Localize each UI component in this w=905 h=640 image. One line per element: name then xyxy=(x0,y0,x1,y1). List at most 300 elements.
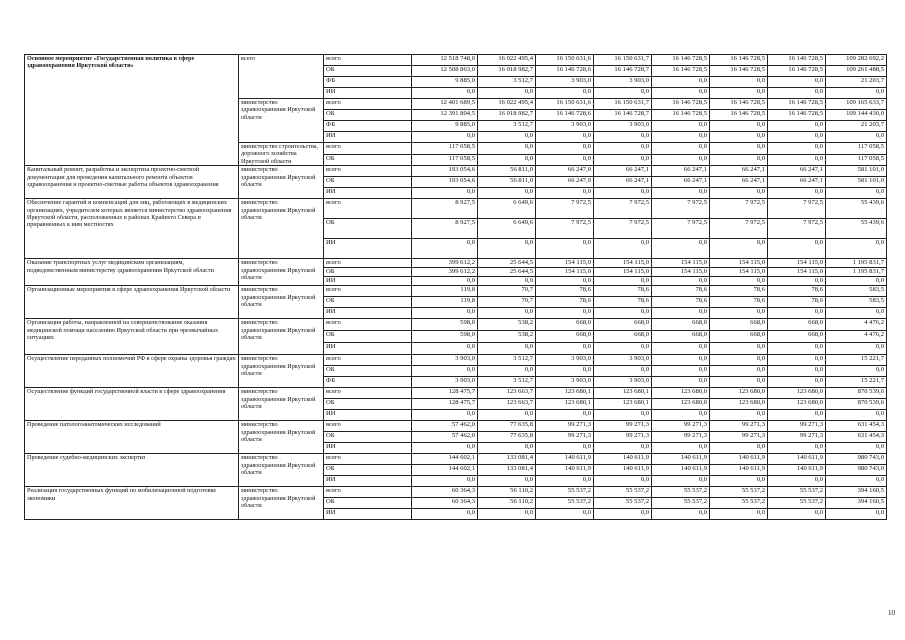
executor-cell: министерство здравоохранения Иркутской области xyxy=(239,454,324,487)
total-value-cell: 55 439,6 xyxy=(826,219,887,239)
year-value-cell: 16 150 631,6 xyxy=(536,55,594,66)
funding-source-cell: ОБ xyxy=(324,268,412,277)
year-value-cell: 0,0 xyxy=(768,154,826,166)
year-value-cell: 0,0 xyxy=(412,132,478,143)
year-value-cell: 0,0 xyxy=(478,343,536,355)
funding-source-cell: ОБ xyxy=(324,219,412,239)
year-value-cell: 0,0 xyxy=(594,308,652,319)
year-value-cell: 538,2 xyxy=(478,331,536,343)
year-value-cell: 66 247,1 xyxy=(594,166,652,177)
year-value-cell: 3 903,0 xyxy=(536,121,594,132)
total-value-cell: 631 454,3 xyxy=(826,432,887,443)
total-value-cell: 583,5 xyxy=(826,286,887,297)
year-value-cell: 12 401 689,5 xyxy=(412,99,478,110)
year-value-cell: 55 537,2 xyxy=(768,498,826,509)
total-value-cell: 117 058,5 xyxy=(826,143,887,155)
year-value-cell: 99 271,3 xyxy=(652,432,710,443)
year-value-cell: 3 903,0 xyxy=(594,377,652,388)
year-value-cell: 16 150 631,7 xyxy=(594,99,652,110)
funding-source-cell: ИИ xyxy=(324,443,412,454)
year-value-cell: 3 903,0 xyxy=(412,355,478,366)
year-value-cell: 154 115,0 xyxy=(594,259,652,268)
funding-source-cell: всего xyxy=(324,319,412,331)
year-value-cell: 56 110,2 xyxy=(478,498,536,509)
year-value-cell: 99 271,3 xyxy=(536,432,594,443)
year-value-cell: 16 146 728,5 xyxy=(652,55,710,66)
year-value-cell: 0,0 xyxy=(652,410,710,421)
total-value-cell: 581 101,0 xyxy=(826,177,887,188)
year-value-cell: 0,0 xyxy=(768,132,826,143)
year-value-cell: 0,0 xyxy=(652,188,710,199)
year-value-cell: 0,0 xyxy=(478,366,536,377)
year-value-cell: 16 146 728,5 xyxy=(652,110,710,121)
year-value-cell: 16 146 728,5 xyxy=(768,99,826,110)
year-value-cell: 144 602,1 xyxy=(412,465,478,476)
year-value-cell: 99 271,3 xyxy=(710,421,768,432)
year-value-cell: 117 058,5 xyxy=(412,154,478,166)
year-value-cell: 668,0 xyxy=(536,319,594,331)
year-value-cell: 3 512,7 xyxy=(478,377,536,388)
year-value-cell: 0,0 xyxy=(412,443,478,454)
year-value-cell: 7 972,5 xyxy=(710,219,768,239)
funding-source-cell: ИИ xyxy=(324,132,412,143)
year-value-cell: 0,0 xyxy=(412,308,478,319)
year-value-cell: 154 115,0 xyxy=(594,268,652,277)
year-value-cell: 0,0 xyxy=(652,277,710,286)
activity-name-cell: Реализация государственных функций по мобилизационной подготовке экономики xyxy=(25,487,239,520)
year-value-cell: 0,0 xyxy=(594,343,652,355)
funding-source-cell: ИИ xyxy=(324,239,412,259)
year-value-cell: 99 271,3 xyxy=(594,432,652,443)
year-value-cell: 0,0 xyxy=(536,366,594,377)
year-value-cell: 78,6 xyxy=(768,297,826,308)
funding-source-cell: ОБ xyxy=(324,432,412,443)
funding-source-cell: всего xyxy=(324,199,412,219)
total-value-cell: 980 743,0 xyxy=(826,465,887,476)
year-value-cell: 0,0 xyxy=(594,410,652,421)
total-value-cell: 109 144 430,0 xyxy=(826,110,887,121)
year-value-cell: 66 247,1 xyxy=(710,177,768,188)
year-value-cell: 133 081,4 xyxy=(478,465,536,476)
year-value-cell: 56 811,0 xyxy=(478,177,536,188)
total-value-cell: 21 203,7 xyxy=(826,77,887,88)
total-value-cell: 117 058,5 xyxy=(826,154,887,166)
year-value-cell: 0,0 xyxy=(710,239,768,259)
year-value-cell: 7 972,5 xyxy=(594,219,652,239)
total-value-cell: 394 160,5 xyxy=(826,487,887,498)
year-value-cell: 57 462,0 xyxy=(412,432,478,443)
total-value-cell: 109 165 633,7 xyxy=(826,99,887,110)
table-row xyxy=(25,421,887,432)
funding-source-cell: ИИ xyxy=(324,476,412,487)
funding-source-cell: всего xyxy=(324,55,412,66)
year-value-cell: 0,0 xyxy=(710,121,768,132)
table-row xyxy=(25,166,887,177)
year-value-cell: 0,0 xyxy=(536,88,594,99)
year-value-cell: 0,0 xyxy=(768,355,826,366)
year-value-cell: 0,0 xyxy=(412,277,478,286)
total-value-cell: 0,0 xyxy=(826,277,887,286)
funding-source-cell: ФБ xyxy=(324,377,412,388)
funding-source-cell: ИИ xyxy=(324,88,412,99)
year-value-cell: 0,0 xyxy=(536,154,594,166)
year-value-cell: 668,0 xyxy=(768,319,826,331)
year-value-cell: 66 247,1 xyxy=(710,166,768,177)
year-value-cell: 0,0 xyxy=(536,132,594,143)
executor-cell: министерство здравоохранения Иркутской области xyxy=(239,487,324,520)
year-value-cell: 0,0 xyxy=(652,143,710,155)
year-value-cell: 0,0 xyxy=(478,410,536,421)
total-value-cell: 0,0 xyxy=(826,239,887,259)
year-value-cell: 0,0 xyxy=(768,121,826,132)
total-value-cell: 0,0 xyxy=(826,132,887,143)
year-value-cell: 0,0 xyxy=(768,277,826,286)
year-value-cell: 0,0 xyxy=(478,277,536,286)
year-value-cell: 66 247,1 xyxy=(652,166,710,177)
year-value-cell: 0,0 xyxy=(478,509,536,520)
year-value-cell: 78,6 xyxy=(710,297,768,308)
year-value-cell: 123 680,0 xyxy=(710,388,768,399)
year-value-cell: 123 680,1 xyxy=(536,399,594,410)
year-value-cell: 399 612,2 xyxy=(412,268,478,277)
year-value-cell: 668,0 xyxy=(652,331,710,343)
funding-source-cell: ОБ xyxy=(324,399,412,410)
year-value-cell: 668,0 xyxy=(710,331,768,343)
funding-source-cell: ИИ xyxy=(324,188,412,199)
year-value-cell: 123 680,1 xyxy=(536,388,594,399)
table-row xyxy=(25,388,887,399)
year-value-cell: 0,0 xyxy=(594,132,652,143)
year-value-cell: 0,0 xyxy=(652,377,710,388)
year-value-cell: 123 663,7 xyxy=(478,399,536,410)
year-value-cell: 0,0 xyxy=(594,443,652,454)
year-value-cell: 16 146 728,5 xyxy=(768,110,826,121)
executor-cell: министерство здравоохранения Иркутской области xyxy=(239,259,324,286)
year-value-cell: 0,0 xyxy=(536,476,594,487)
year-value-cell: 55 537,2 xyxy=(594,487,652,498)
year-value-cell: 3 903,0 xyxy=(594,77,652,88)
year-value-cell: 66 247,1 xyxy=(768,177,826,188)
year-value-cell: 0,0 xyxy=(710,366,768,377)
year-value-cell: 140 611,9 xyxy=(768,465,826,476)
year-value-cell: 140 611,9 xyxy=(536,465,594,476)
year-value-cell: 12 518 748,0 xyxy=(412,55,478,66)
year-value-cell: 3 903,0 xyxy=(536,377,594,388)
year-value-cell: 140 611,9 xyxy=(710,465,768,476)
year-value-cell: 0,0 xyxy=(710,410,768,421)
total-value-cell: 583,5 xyxy=(826,297,887,308)
year-value-cell: 16 022 495,4 xyxy=(478,55,536,66)
year-value-cell: 55 537,2 xyxy=(652,487,710,498)
year-value-cell: 3 512,7 xyxy=(478,77,536,88)
funding-source-cell: ОБ xyxy=(324,366,412,377)
activity-name-cell: Обеспечение гарантий и компенсаций для лиц, работающих в медицинских организациях, учредителем которых является министерство здравоохранения Иркутской области, расположенных в районах Крайнего Севера и приравненных к ним местностях xyxy=(25,199,239,259)
total-value-cell: 4 476,2 xyxy=(826,319,887,331)
year-value-cell: 154 115,0 xyxy=(536,259,594,268)
funding-source-cell: ИИ xyxy=(324,509,412,520)
activity-name-cell: Проведение судебно-медицинских экспертиз xyxy=(25,454,239,487)
total-value-cell: 109 282 692,2 xyxy=(826,55,887,66)
year-value-cell: 55 537,2 xyxy=(710,487,768,498)
year-value-cell: 668,0 xyxy=(536,331,594,343)
year-value-cell: 0,0 xyxy=(768,410,826,421)
year-value-cell: 16 146 728,6 xyxy=(536,110,594,121)
year-value-cell: 7 972,5 xyxy=(768,219,826,239)
year-value-cell: 0,0 xyxy=(536,308,594,319)
total-value-cell: 0,0 xyxy=(826,343,887,355)
year-value-cell: 55 537,2 xyxy=(594,498,652,509)
year-value-cell: 0,0 xyxy=(652,443,710,454)
total-value-cell: 109 261 488,5 xyxy=(826,66,887,77)
year-value-cell: 7 972,5 xyxy=(594,199,652,219)
year-value-cell: 598,0 xyxy=(412,331,478,343)
year-value-cell: 123 680,1 xyxy=(594,388,652,399)
year-value-cell: 6 649,6 xyxy=(478,199,536,219)
total-value-cell: 870 539,6 xyxy=(826,399,887,410)
total-value-cell: 15 221,7 xyxy=(826,355,887,366)
year-value-cell: 66 247,1 xyxy=(768,166,826,177)
year-value-cell: 16 146 728,5 xyxy=(768,55,826,66)
year-value-cell: 0,0 xyxy=(536,277,594,286)
activity-name-cell: Организация работы, направленной на совершенствование оказания медицинской помощи населению Иркутской области при чрезвычайных ситуациях xyxy=(25,319,239,355)
table-row xyxy=(25,454,887,465)
year-value-cell: 154 115,0 xyxy=(652,259,710,268)
year-value-cell: 140 611,9 xyxy=(652,465,710,476)
executor-cell: министерство здравоохранения Иркутской области xyxy=(239,286,324,319)
year-value-cell: 0,0 xyxy=(652,132,710,143)
year-value-cell: 99 271,3 xyxy=(710,432,768,443)
year-value-cell: 133 081,4 xyxy=(478,454,536,465)
year-value-cell: 0,0 xyxy=(478,239,536,259)
activity-name-cell: Проведение патологоанатомических исследований xyxy=(25,421,239,454)
year-value-cell: 140 611,9 xyxy=(652,454,710,465)
year-value-cell: 56 811,0 xyxy=(478,166,536,177)
activity-name-cell: Осуществление функций государственной власти в сфере здравоохранения xyxy=(25,388,239,421)
funding-source-cell: всего xyxy=(324,99,412,110)
total-value-cell: 1 195 831,7 xyxy=(826,268,887,277)
year-value-cell: 0,0 xyxy=(652,308,710,319)
funding-source-cell: ИИ xyxy=(324,343,412,355)
year-value-cell: 0,0 xyxy=(478,443,536,454)
funding-source-cell: ОБ xyxy=(324,177,412,188)
year-value-cell: 55 537,2 xyxy=(652,498,710,509)
year-value-cell: 0,0 xyxy=(412,88,478,99)
funding-source-cell: всего xyxy=(324,166,412,177)
executor-cell: министерство здравоохранения Иркутской области xyxy=(239,99,324,143)
year-value-cell: 0,0 xyxy=(652,509,710,520)
year-value-cell: 0,0 xyxy=(652,88,710,99)
year-value-cell: 154 115,0 xyxy=(768,259,826,268)
funding-source-cell: ОБ xyxy=(324,154,412,166)
year-value-cell: 0,0 xyxy=(478,476,536,487)
total-value-cell: 0,0 xyxy=(826,188,887,199)
year-value-cell: 77 635,8 xyxy=(478,421,536,432)
year-value-cell: 0,0 xyxy=(412,239,478,259)
year-value-cell: 3 903,0 xyxy=(594,355,652,366)
year-value-cell: 3 903,0 xyxy=(536,355,594,366)
year-value-cell: 0,0 xyxy=(412,366,478,377)
year-value-cell: 0,0 xyxy=(710,476,768,487)
year-value-cell: 0,0 xyxy=(710,308,768,319)
year-value-cell: 0,0 xyxy=(536,143,594,155)
year-value-cell: 0,0 xyxy=(710,154,768,166)
year-value-cell: 0,0 xyxy=(710,355,768,366)
year-value-cell: 128 475,7 xyxy=(412,399,478,410)
year-value-cell: 0,0 xyxy=(710,132,768,143)
year-value-cell: 0,0 xyxy=(412,476,478,487)
table-row xyxy=(25,319,887,331)
year-value-cell: 0,0 xyxy=(594,143,652,155)
year-value-cell: 0,0 xyxy=(594,509,652,520)
year-value-cell: 154 115,0 xyxy=(710,259,768,268)
funding-source-cell: ИИ xyxy=(324,308,412,319)
year-value-cell: 78,6 xyxy=(594,297,652,308)
year-value-cell: 16 022 495,4 xyxy=(478,99,536,110)
year-value-cell: 668,0 xyxy=(710,319,768,331)
total-value-cell: 1 195 831,7 xyxy=(826,259,887,268)
funding-source-cell: ОБ xyxy=(324,498,412,509)
year-value-cell: 598,0 xyxy=(412,319,478,331)
year-value-cell: 8 927,5 xyxy=(412,219,478,239)
funding-source-cell: всего xyxy=(324,286,412,297)
year-value-cell: 78,6 xyxy=(652,286,710,297)
year-value-cell: 16 150 631,7 xyxy=(594,55,652,66)
total-value-cell: 55 439,6 xyxy=(826,199,887,219)
activity-name-cell: Капитальный ремонт, разработка и экспертиза проектно-сметной документации для проведения капитального ремонта объектов здравоохранения и проектно-сметные работы объектов здравоохранения xyxy=(25,166,239,199)
year-value-cell: 123 680,0 xyxy=(652,399,710,410)
year-value-cell: 99 271,3 xyxy=(536,421,594,432)
year-value-cell: 154 115,0 xyxy=(768,268,826,277)
year-value-cell: 99 271,3 xyxy=(768,432,826,443)
year-value-cell: 16 146 728,5 xyxy=(652,99,710,110)
year-value-cell: 78,6 xyxy=(594,286,652,297)
year-value-cell: 57 462,0 xyxy=(412,421,478,432)
year-value-cell: 399 612,2 xyxy=(412,259,478,268)
year-value-cell: 70,7 xyxy=(478,286,536,297)
funding-source-cell: ОБ xyxy=(324,66,412,77)
year-value-cell: 55 537,2 xyxy=(710,498,768,509)
funding-source-cell: ОБ xyxy=(324,110,412,121)
year-value-cell: 140 611,9 xyxy=(594,465,652,476)
funding-source-cell: ОБ xyxy=(324,465,412,476)
funding-source-cell: всего xyxy=(324,454,412,465)
executor-cell: министерство здравоохранения Иркутской области xyxy=(239,388,324,421)
year-value-cell: 0,0 xyxy=(412,410,478,421)
year-value-cell: 6 649,6 xyxy=(478,219,536,239)
year-value-cell: 16 018 982,7 xyxy=(478,66,536,77)
year-value-cell: 16 150 631,6 xyxy=(536,99,594,110)
table-row xyxy=(25,199,887,219)
executor-cell: министерство здравоохранения Иркутской области xyxy=(239,421,324,454)
year-value-cell: 0,0 xyxy=(594,88,652,99)
total-value-cell: 0,0 xyxy=(826,88,887,99)
year-value-cell: 16 146 728,5 xyxy=(652,66,710,77)
executor-cell: министерство здравоохранения Иркутской области xyxy=(239,199,324,259)
year-value-cell: 9 885,0 xyxy=(412,77,478,88)
year-value-cell: 123 680,0 xyxy=(768,399,826,410)
year-value-cell: 117 058,5 xyxy=(412,143,478,155)
total-value-cell: 0,0 xyxy=(826,476,887,487)
year-value-cell: 668,0 xyxy=(594,331,652,343)
year-value-cell: 0,0 xyxy=(652,343,710,355)
year-value-cell: 0,0 xyxy=(478,132,536,143)
table-row xyxy=(25,286,887,297)
year-value-cell: 0,0 xyxy=(652,355,710,366)
year-value-cell: 16 146 728,5 xyxy=(710,99,768,110)
year-value-cell: 78,6 xyxy=(536,286,594,297)
year-value-cell: 3 903,0 xyxy=(594,121,652,132)
total-value-cell: 0,0 xyxy=(826,308,887,319)
year-value-cell: 154 115,0 xyxy=(536,268,594,277)
executor-cell: министерство здравоохранения Иркутской области xyxy=(239,166,324,199)
year-value-cell: 56 110,2 xyxy=(478,487,536,498)
total-value-cell: 15 221,7 xyxy=(826,377,887,388)
year-value-cell: 25 644,5 xyxy=(478,268,536,277)
total-value-cell: 0,0 xyxy=(826,366,887,377)
year-value-cell: 0,0 xyxy=(652,77,710,88)
funding-source-cell: ФБ xyxy=(324,121,412,132)
year-value-cell: 16 146 728,7 xyxy=(594,110,652,121)
funding-source-cell: всего xyxy=(324,143,412,155)
executor-cell: всего xyxy=(239,55,324,99)
year-value-cell: 0,0 xyxy=(594,476,652,487)
year-value-cell: 0,0 xyxy=(594,154,652,166)
year-value-cell: 0,0 xyxy=(768,443,826,454)
year-value-cell: 25 644,5 xyxy=(478,259,536,268)
year-value-cell: 0,0 xyxy=(478,308,536,319)
year-value-cell: 128 475,7 xyxy=(412,388,478,399)
page-number: 10 xyxy=(888,609,895,617)
year-value-cell: 3 903,0 xyxy=(536,77,594,88)
year-value-cell: 193 054,6 xyxy=(412,177,478,188)
total-value-cell: 631 454,3 xyxy=(826,421,887,432)
year-value-cell: 0,0 xyxy=(768,188,826,199)
year-value-cell: 0,0 xyxy=(768,343,826,355)
table-row xyxy=(25,55,887,66)
year-value-cell: 0,0 xyxy=(412,188,478,199)
year-value-cell: 0,0 xyxy=(594,277,652,286)
year-value-cell: 0,0 xyxy=(652,154,710,166)
year-value-cell: 16 018 982,7 xyxy=(478,110,536,121)
year-value-cell: 3 903,0 xyxy=(412,377,478,388)
year-value-cell: 0,0 xyxy=(594,366,652,377)
year-value-cell: 144 602,1 xyxy=(412,454,478,465)
year-value-cell: 7 972,5 xyxy=(536,199,594,219)
year-value-cell: 78,6 xyxy=(710,286,768,297)
total-value-cell: 0,0 xyxy=(826,410,887,421)
year-value-cell: 0,0 xyxy=(710,443,768,454)
year-value-cell: 123 680,0 xyxy=(652,388,710,399)
year-value-cell: 0,0 xyxy=(536,343,594,355)
year-value-cell: 99 271,3 xyxy=(594,421,652,432)
year-value-cell: 668,0 xyxy=(768,331,826,343)
year-value-cell: 123 680,0 xyxy=(768,388,826,399)
year-value-cell: 119,8 xyxy=(412,286,478,297)
activity-name-cell: Организационные мероприятия в сфере здравоохранения Иркутской области xyxy=(25,286,239,319)
year-value-cell: 12 391 804,5 xyxy=(412,110,478,121)
executor-cell: министерство строительства, дорожного хозяйства Иркутской области xyxy=(239,143,324,166)
funding-source-cell: ОБ xyxy=(324,331,412,343)
year-value-cell: 0,0 xyxy=(536,239,594,259)
year-value-cell: 0,0 xyxy=(768,366,826,377)
year-value-cell: 0,0 xyxy=(478,154,536,166)
year-value-cell: 0,0 xyxy=(768,88,826,99)
year-value-cell: 668,0 xyxy=(594,319,652,331)
year-value-cell: 16 146 728,7 xyxy=(594,66,652,77)
funding-source-cell: всего xyxy=(324,421,412,432)
year-value-cell: 70,7 xyxy=(478,297,536,308)
year-value-cell: 78,6 xyxy=(652,297,710,308)
